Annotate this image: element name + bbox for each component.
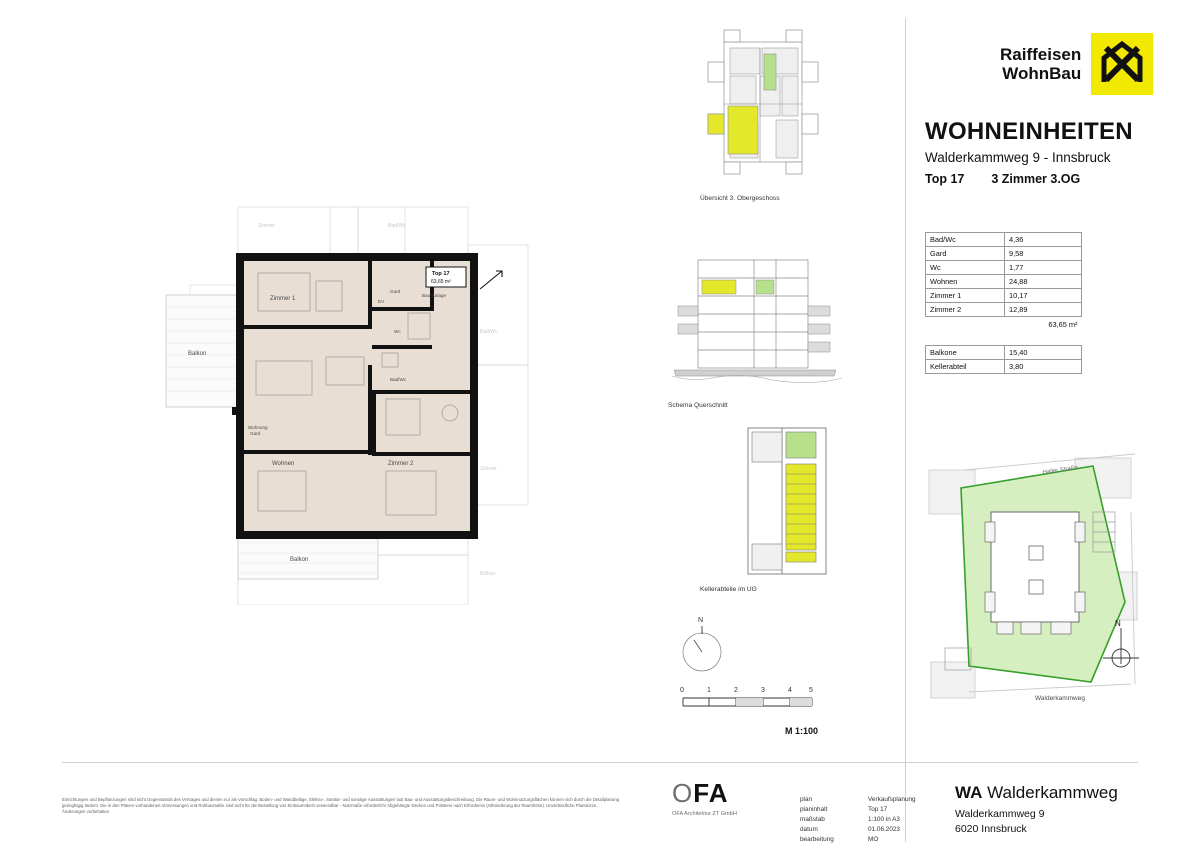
site-map [925,452,1140,712]
extra-name: Kellerabteil [926,360,1005,374]
overview-caption: Übersicht 3. Obergeschoss [700,195,780,202]
table-row [926,261,1082,275]
ofa-letter-a: A [708,778,729,808]
svg-text:3: 3 [761,687,765,694]
area-value: 12,89 [1005,303,1082,317]
scale-bar [678,684,828,736]
label-ev: EV [378,299,385,304]
entrance-arrow [480,271,502,289]
svg-text:Top 17: Top 17 [432,271,450,277]
floor-plan [150,185,570,605]
meta-label: maßstab [800,816,825,823]
project-address-line1: Walderkammweg 9 [955,808,1045,820]
areas-table [925,232,1082,374]
street-label-top: Haller Straße [1042,465,1079,476]
architect-name: OFA Architektur ZT GmbH [672,811,737,817]
area-value: 24,88 [1005,275,1082,289]
table-row [926,303,1082,317]
table-row [926,289,1082,303]
area-value: 1,77 [1005,261,1082,275]
raiffeisen-gable-cross-icon [1091,33,1153,95]
area-name: Gard [926,247,1005,261]
overview-diagram [700,28,845,202]
project-block [955,783,1118,837]
room-label-zimmer-2: Zimmer 2 [388,461,414,467]
ghost-room-label: Zimmer [258,223,275,229]
door-marker [232,407,240,415]
ghost-room-label: Zimmer [480,466,497,472]
ofa-letter-f: F [693,778,709,808]
brand-line1: Raiffeisen [1000,45,1082,64]
unit-marker [426,267,466,287]
ghost-room-label: Bad/Wc [480,329,498,335]
area-value: 4,36 [1005,233,1082,247]
room-label-balkon: Balkon [290,557,309,563]
svg-text:1: 1 [707,687,711,694]
extra-value: 3,80 [1005,360,1082,374]
svg-text:5: 5 [809,687,813,694]
project-name: Walderkammweg [987,783,1118,802]
unit-number: Top 17 [925,172,965,186]
architect-logo [672,778,737,817]
ghost-room-label: Balkon [480,571,496,577]
brand-logo [1000,33,1153,95]
room-label-wc: Wc [394,329,401,334]
label-wohnung-gard: Wohnung [248,425,268,430]
table-row [926,346,1082,360]
unit-rooms: 3 Zimmer 3.OG [991,172,1081,186]
legal-disclaimer: Einrichtungen und Bepflanzungen sind nicht Gegenstands des Vertrages und dienen nur als Vorschlag. Boden- und Wandbeläge, Elektro-, Sanitär- und sonstige Ausstattungen laut Bau- und Ausstattungsbeschreibung. Die Raum- und Wohnnutzungsflächen können sich durch die Detailplanung geringfügig ändern. Die in den Plänen vorhandenen Abmessungen und Rohbaumaße sind nicht für die Bestellung von Einbaumöbeln verwendbar - Nutzmaße erforderlich! Abgehängte Decken und Polsterei nach Erfordernis (Allminderung der Raumhöhe). Unverbindliche Planskizze, Änderungen vorbehalten. [62,797,620,815]
meta-label: planinhalt [800,806,828,813]
meta-value: 1:100 in A3 [868,816,900,823]
meta-value: 01.06.2023 [868,826,900,833]
label-wohnung-gard-2: Gard [250,431,261,436]
room-label-gard: Gard [390,289,401,294]
scale-label: M 1:100 [784,726,818,736]
footer-divider [62,762,1138,763]
meta-value: MO [868,836,879,843]
svg-text:0: 0 [680,687,684,694]
area-name: Bad/Wc [926,233,1005,247]
svg-text:2: 2 [734,687,738,694]
section-caption: Schema Querschnitt [668,402,728,409]
room-label-wohnen: Wohnen [272,461,295,467]
svg-text:63,65 m²: 63,65 m² [431,279,451,285]
ghost-room-label: Bad/Wc [388,223,406,229]
area-name: Wohnen [926,275,1005,289]
project-address: Walderkammweg 9 - Innsbruck [925,150,1111,165]
compass [672,612,736,685]
area-name: Zimmer 2 [926,303,1005,317]
room-label-zimmer-1: Zimmer 1 [270,296,296,302]
street-label-bottom: Walderkammweg [1035,695,1085,702]
area-value: 10,17 [1005,289,1082,303]
panel-divider [905,18,906,778]
area-name: Zimmer 1 [926,289,1005,303]
meta-value: Top 17 [868,806,888,813]
project-prefix: WA [955,783,983,802]
page-title: WOHNEINHEITEN [925,118,1133,145]
project-address-line2: 6020 Innsbruck [955,823,1027,835]
table-row [926,360,1082,374]
extra-name: Balkone [926,346,1005,360]
section-diagram [668,250,843,409]
label-bau-anlage: Bau-Anlage [422,293,447,298]
table-row [926,275,1082,289]
ofa-letter-o: O [672,778,694,808]
brand-line2: WohnBau [1002,64,1082,83]
meta-value: Verkaufsplanung [868,796,916,803]
plan-metadata [800,795,916,845]
extra-value: 15,40 [1005,346,1082,360]
room-label-balkon: Balkon [188,351,207,357]
title-block [925,118,1133,186]
svg-text:N: N [1115,619,1121,628]
area-total: 63,65 m² [1048,320,1078,329]
meta-label: plan [800,796,813,803]
room-label-bad-wc: Bad/Wc [390,377,407,382]
area-value: 9,58 [1005,247,1082,261]
cellar-caption: Kellerabteile im UG [700,586,757,593]
table-row-total [926,317,1082,332]
table-row [926,233,1082,247]
cellar-diagram [700,424,850,593]
svg-text:4: 4 [788,687,792,694]
area-name: Wc [926,261,1005,275]
svg-text:N: N [698,617,704,624]
meta-label: datum [800,826,818,833]
meta-label: bearbeitung [800,836,834,843]
table-row [926,247,1082,261]
